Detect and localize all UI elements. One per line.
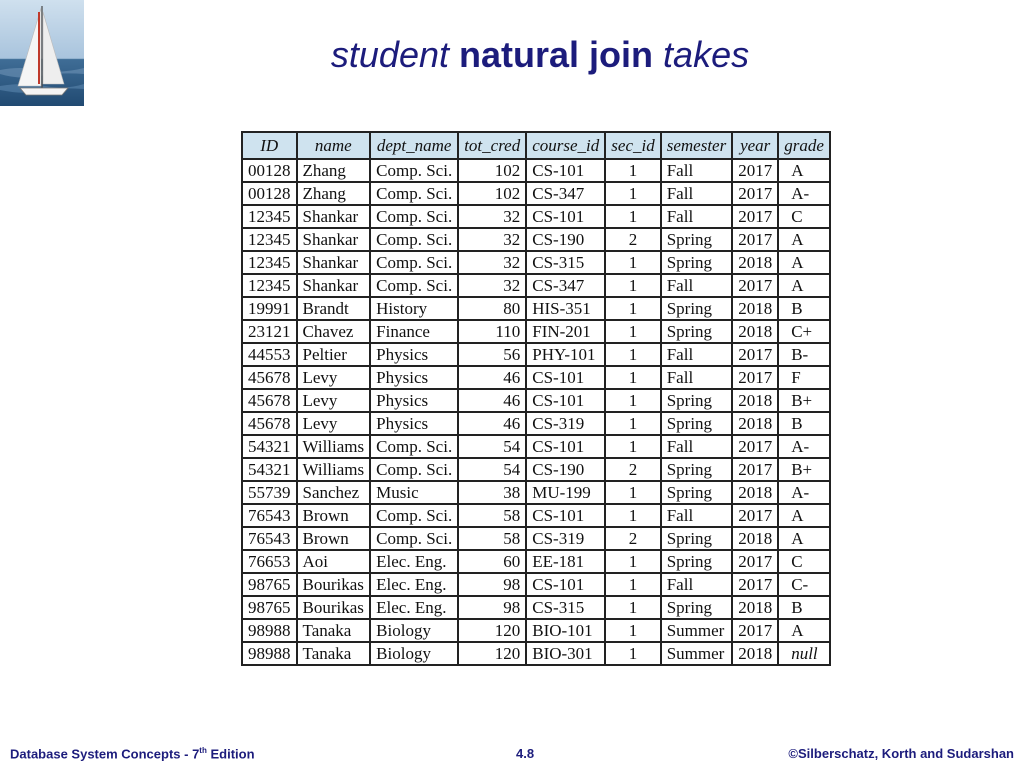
table-row (242, 389, 830, 412)
cell-name: Bourikas (297, 596, 371, 619)
cell-course-id: CS-190 (526, 228, 605, 251)
natural-join-result-table (241, 131, 831, 666)
column-header-name: name (297, 132, 371, 159)
table-row (242, 527, 830, 550)
table-row (242, 481, 830, 504)
cell-sec-id: 1 (605, 343, 660, 366)
cell-name: Williams (297, 458, 371, 481)
cell-id: 55739 (242, 481, 297, 504)
cell-tot-cred: 120 (458, 619, 526, 642)
table-row (242, 550, 830, 573)
cell-dept-name: Biology (370, 619, 458, 642)
cell-sec-id: 1 (605, 389, 660, 412)
table-row (242, 228, 830, 251)
cell-semester: Spring (661, 389, 732, 412)
table-row (242, 159, 830, 182)
cell-tot-cred: 32 (458, 274, 526, 297)
cell-semester: Fall (661, 205, 732, 228)
footer-copyright: ©Silberschatz, Korth and Sudarshan (788, 746, 1014, 761)
footer-page-number: 4.8 (516, 746, 535, 761)
table-row (242, 412, 830, 435)
cell-semester: Fall (661, 573, 732, 596)
cell-dept-name: Elec. Eng. (370, 573, 458, 596)
cell-course-id: CS-347 (526, 274, 605, 297)
cell-course-id: CS-101 (526, 205, 605, 228)
cell-year: 2018 (732, 527, 778, 550)
cell-year: 2017 (732, 573, 778, 596)
cell-sec-id: 1 (605, 159, 660, 182)
cell-semester: Spring (661, 320, 732, 343)
cell-year: 2017 (732, 619, 778, 642)
table-row (242, 366, 830, 389)
column-header-sec-id: sec_id (605, 132, 660, 159)
cell-semester: Spring (661, 481, 732, 504)
cell-dept-name: Biology (370, 642, 458, 665)
column-header-tot-cred: tot_cred (458, 132, 526, 159)
cell-sec-id: 2 (605, 228, 660, 251)
cell-semester: Fall (661, 159, 732, 182)
cell-grade: B+ (778, 389, 830, 412)
cell-dept-name: Physics (370, 389, 458, 412)
cell-semester: Fall (661, 504, 732, 527)
cell-year: 2017 (732, 274, 778, 297)
table-row (242, 182, 830, 205)
cell-name: Chavez (297, 320, 371, 343)
column-header-grade: grade (778, 132, 830, 159)
cell-id: 45678 (242, 412, 297, 435)
cell-tot-cred: 38 (458, 481, 526, 504)
cell-course-id: FIN-201 (526, 320, 605, 343)
cell-course-id: PHY-101 (526, 343, 605, 366)
cell-dept-name: Comp. Sci. (370, 182, 458, 205)
cell-sec-id: 2 (605, 527, 660, 550)
cell-semester: Spring (661, 228, 732, 251)
table-row (242, 297, 830, 320)
cell-course-id: HIS-351 (526, 297, 605, 320)
cell-tot-cred: 46 (458, 412, 526, 435)
cell-year: 2018 (732, 297, 778, 320)
cell-name: Brandt (297, 297, 371, 320)
cell-semester: Spring (661, 251, 732, 274)
slide-title (0, 34, 1024, 76)
cell-grade: A (778, 251, 830, 274)
cell-name: Brown (297, 527, 371, 550)
cell-name: Shankar (297, 274, 371, 297)
cell-tot-cred: 58 (458, 504, 526, 527)
cell-name: Levy (297, 412, 371, 435)
cell-id: 12345 (242, 228, 297, 251)
cell-tot-cred: 120 (458, 642, 526, 665)
cell-dept-name: Physics (370, 366, 458, 389)
cell-year: 2018 (732, 596, 778, 619)
column-header-year: year (732, 132, 778, 159)
footer-book-title (10, 746, 255, 761)
cell-semester: Summer (661, 619, 732, 642)
cell-id: 98765 (242, 573, 297, 596)
cell-tot-cred: 46 (458, 366, 526, 389)
cell-semester: Spring (661, 527, 732, 550)
cell-sec-id: 1 (605, 251, 660, 274)
title-relation-takes: takes (663, 34, 750, 75)
cell-id: 12345 (242, 274, 297, 297)
cell-grade: F (778, 366, 830, 389)
cell-semester: Summer (661, 642, 732, 665)
table-body (242, 159, 830, 665)
cell-dept-name: Comp. Sci. (370, 251, 458, 274)
table-row (242, 619, 830, 642)
cell-year: 2017 (732, 550, 778, 573)
table-row (242, 573, 830, 596)
cell-id: 98765 (242, 596, 297, 619)
cell-name: Bourikas (297, 573, 371, 596)
cell-id: 00128 (242, 182, 297, 205)
cell-id: 45678 (242, 366, 297, 389)
cell-course-id: MU-199 (526, 481, 605, 504)
cell-sec-id: 1 (605, 205, 660, 228)
cell-id: 00128 (242, 159, 297, 182)
cell-sec-id: 1 (605, 619, 660, 642)
cell-course-id: CS-190 (526, 458, 605, 481)
cell-id: 98988 (242, 619, 297, 642)
cell-sec-id: 1 (605, 412, 660, 435)
cell-grade: A- (778, 182, 830, 205)
cell-course-id: CS-315 (526, 251, 605, 274)
cell-name: Tanaka (297, 642, 371, 665)
cell-year: 2018 (732, 320, 778, 343)
cell-year: 2018 (732, 481, 778, 504)
cell-sec-id: 1 (605, 297, 660, 320)
cell-name: Zhang (297, 159, 371, 182)
cell-id: 98988 (242, 642, 297, 665)
cell-tot-cred: 46 (458, 389, 526, 412)
cell-grade: C (778, 550, 830, 573)
cell-grade: A (778, 159, 830, 182)
column-header-semester: semester (661, 132, 732, 159)
cell-tot-cred: 54 (458, 435, 526, 458)
cell-sec-id: 1 (605, 596, 660, 619)
cell-semester: Fall (661, 366, 732, 389)
cell-sec-id: 1 (605, 642, 660, 665)
cell-dept-name: Music (370, 481, 458, 504)
cell-dept-name: Comp. Sci. (370, 527, 458, 550)
cell-tot-cred: 54 (458, 458, 526, 481)
cell-course-id: CS-101 (526, 435, 605, 458)
cell-sec-id: 2 (605, 458, 660, 481)
cell-dept-name: Elec. Eng. (370, 596, 458, 619)
table-row (242, 435, 830, 458)
cell-dept-name: Comp. Sci. (370, 504, 458, 527)
cell-year: 2018 (732, 642, 778, 665)
column-header-dept-name: dept_name (370, 132, 458, 159)
cell-name: Peltier (297, 343, 371, 366)
cell-grade: C (778, 205, 830, 228)
cell-dept-name: Comp. Sci. (370, 205, 458, 228)
cell-tot-cred: 56 (458, 343, 526, 366)
cell-name: Levy (297, 389, 371, 412)
cell-grade: A (778, 274, 830, 297)
cell-course-id: BIO-301 (526, 642, 605, 665)
cell-dept-name: Comp. Sci. (370, 274, 458, 297)
footer-book-title-sup: th (199, 746, 207, 755)
cell-dept-name: Comp. Sci. (370, 159, 458, 182)
cell-grade: A- (778, 435, 830, 458)
table-row (242, 642, 830, 665)
cell-tot-cred: 32 (458, 205, 526, 228)
cell-course-id: BIO-101 (526, 619, 605, 642)
cell-course-id: CS-319 (526, 412, 605, 435)
cell-year: 2017 (732, 182, 778, 205)
cell-grade: A (778, 527, 830, 550)
cell-course-id: CS-101 (526, 366, 605, 389)
cell-sec-id: 1 (605, 274, 660, 297)
footer-book-title-prefix: Database System Concepts - 7 (10, 746, 200, 762)
cell-sec-id: 1 (605, 366, 660, 389)
cell-tot-cred: 98 (458, 573, 526, 596)
cell-course-id: CS-101 (526, 159, 605, 182)
cell-tot-cred: 102 (458, 159, 526, 182)
cell-grade: B- (778, 343, 830, 366)
cell-course-id: CS-319 (526, 527, 605, 550)
cell-grade: A (778, 504, 830, 527)
cell-id: 76543 (242, 527, 297, 550)
cell-tot-cred: 58 (458, 527, 526, 550)
cell-dept-name: History (370, 297, 458, 320)
table-row (242, 343, 830, 366)
cell-grade: B+ (778, 458, 830, 481)
cell-year: 2017 (732, 366, 778, 389)
cell-sec-id: 1 (605, 573, 660, 596)
cell-semester: Fall (661, 343, 732, 366)
cell-name: Tanaka (297, 619, 371, 642)
cell-name: Shankar (297, 228, 371, 251)
cell-year: 2018 (732, 389, 778, 412)
cell-name: Shankar (297, 251, 371, 274)
cell-sec-id: 1 (605, 320, 660, 343)
cell-dept-name: Physics (370, 412, 458, 435)
cell-id: 12345 (242, 251, 297, 274)
table-row (242, 504, 830, 527)
cell-name: Brown (297, 504, 371, 527)
cell-course-id: CS-347 (526, 182, 605, 205)
cell-semester: Spring (661, 458, 732, 481)
table-header-row (242, 132, 830, 159)
cell-name: Zhang (297, 182, 371, 205)
cell-year: 2017 (732, 205, 778, 228)
cell-course-id: CS-101 (526, 504, 605, 527)
cell-semester: Spring (661, 596, 732, 619)
cell-sec-id: 1 (605, 435, 660, 458)
cell-dept-name: Comp. Sci. (370, 228, 458, 251)
cell-sec-id: 1 (605, 481, 660, 504)
cell-year: 2017 (732, 343, 778, 366)
cell-name: Levy (297, 366, 371, 389)
cell-id: 45678 (242, 389, 297, 412)
cell-semester: Fall (661, 435, 732, 458)
cell-year: 2017 (732, 504, 778, 527)
cell-semester: Spring (661, 297, 732, 320)
cell-sec-id: 1 (605, 550, 660, 573)
cell-name: Williams (297, 435, 371, 458)
cell-grade: C+ (778, 320, 830, 343)
cell-tot-cred: 32 (458, 228, 526, 251)
title-relation-student: student (330, 34, 449, 75)
cell-grade: A (778, 619, 830, 642)
cell-year: 2018 (732, 412, 778, 435)
cell-id: 54321 (242, 458, 297, 481)
cell-id: 23121 (242, 320, 297, 343)
table-row (242, 596, 830, 619)
cell-dept-name: Elec. Eng. (370, 550, 458, 573)
cell-dept-name: Comp. Sci. (370, 458, 458, 481)
cell-tot-cred: 60 (458, 550, 526, 573)
cell-grade: C- (778, 573, 830, 596)
cell-id: 76543 (242, 504, 297, 527)
cell-id: 44553 (242, 343, 297, 366)
cell-tot-cred: 98 (458, 596, 526, 619)
cell-grade: null (778, 642, 830, 665)
table-row (242, 458, 830, 481)
cell-sec-id: 1 (605, 182, 660, 205)
cell-semester: Spring (661, 550, 732, 573)
cell-semester: Fall (661, 274, 732, 297)
cell-tot-cred: 32 (458, 251, 526, 274)
cell-year: 2017 (732, 435, 778, 458)
cell-course-id: CS-315 (526, 596, 605, 619)
cell-year: 2017 (732, 228, 778, 251)
cell-year: 2017 (732, 159, 778, 182)
cell-grade: B (778, 412, 830, 435)
cell-semester: Fall (661, 182, 732, 205)
table-row (242, 251, 830, 274)
cell-dept-name: Finance (370, 320, 458, 343)
cell-grade: A- (778, 481, 830, 504)
cell-name: Aoi (297, 550, 371, 573)
cell-year: 2017 (732, 458, 778, 481)
table-row (242, 320, 830, 343)
table-row (242, 205, 830, 228)
cell-id: 19991 (242, 297, 297, 320)
cell-dept-name: Physics (370, 343, 458, 366)
cell-tot-cred: 80 (458, 297, 526, 320)
cell-sec-id: 1 (605, 504, 660, 527)
cell-name: Sanchez (297, 481, 371, 504)
cell-id: 54321 (242, 435, 297, 458)
cell-tot-cred: 110 (458, 320, 526, 343)
cell-course-id: CS-101 (526, 389, 605, 412)
cell-semester: Spring (661, 412, 732, 435)
cell-grade: A (778, 228, 830, 251)
cell-id: 12345 (242, 205, 297, 228)
cell-dept-name: Comp. Sci. (370, 435, 458, 458)
footer-book-title-suffix: Edition (206, 746, 255, 762)
cell-grade: B (778, 297, 830, 320)
cell-grade: B (778, 596, 830, 619)
column-header-id: ID (242, 132, 297, 159)
column-header-course-id: course_id (526, 132, 605, 159)
cell-name: Shankar (297, 205, 371, 228)
cell-year: 2018 (732, 251, 778, 274)
table-row (242, 274, 830, 297)
cell-course-id: EE-181 (526, 550, 605, 573)
cell-id: 76653 (242, 550, 297, 573)
cell-course-id: CS-101 (526, 573, 605, 596)
cell-tot-cred: 102 (458, 182, 526, 205)
title-operator: natural join (459, 34, 654, 75)
